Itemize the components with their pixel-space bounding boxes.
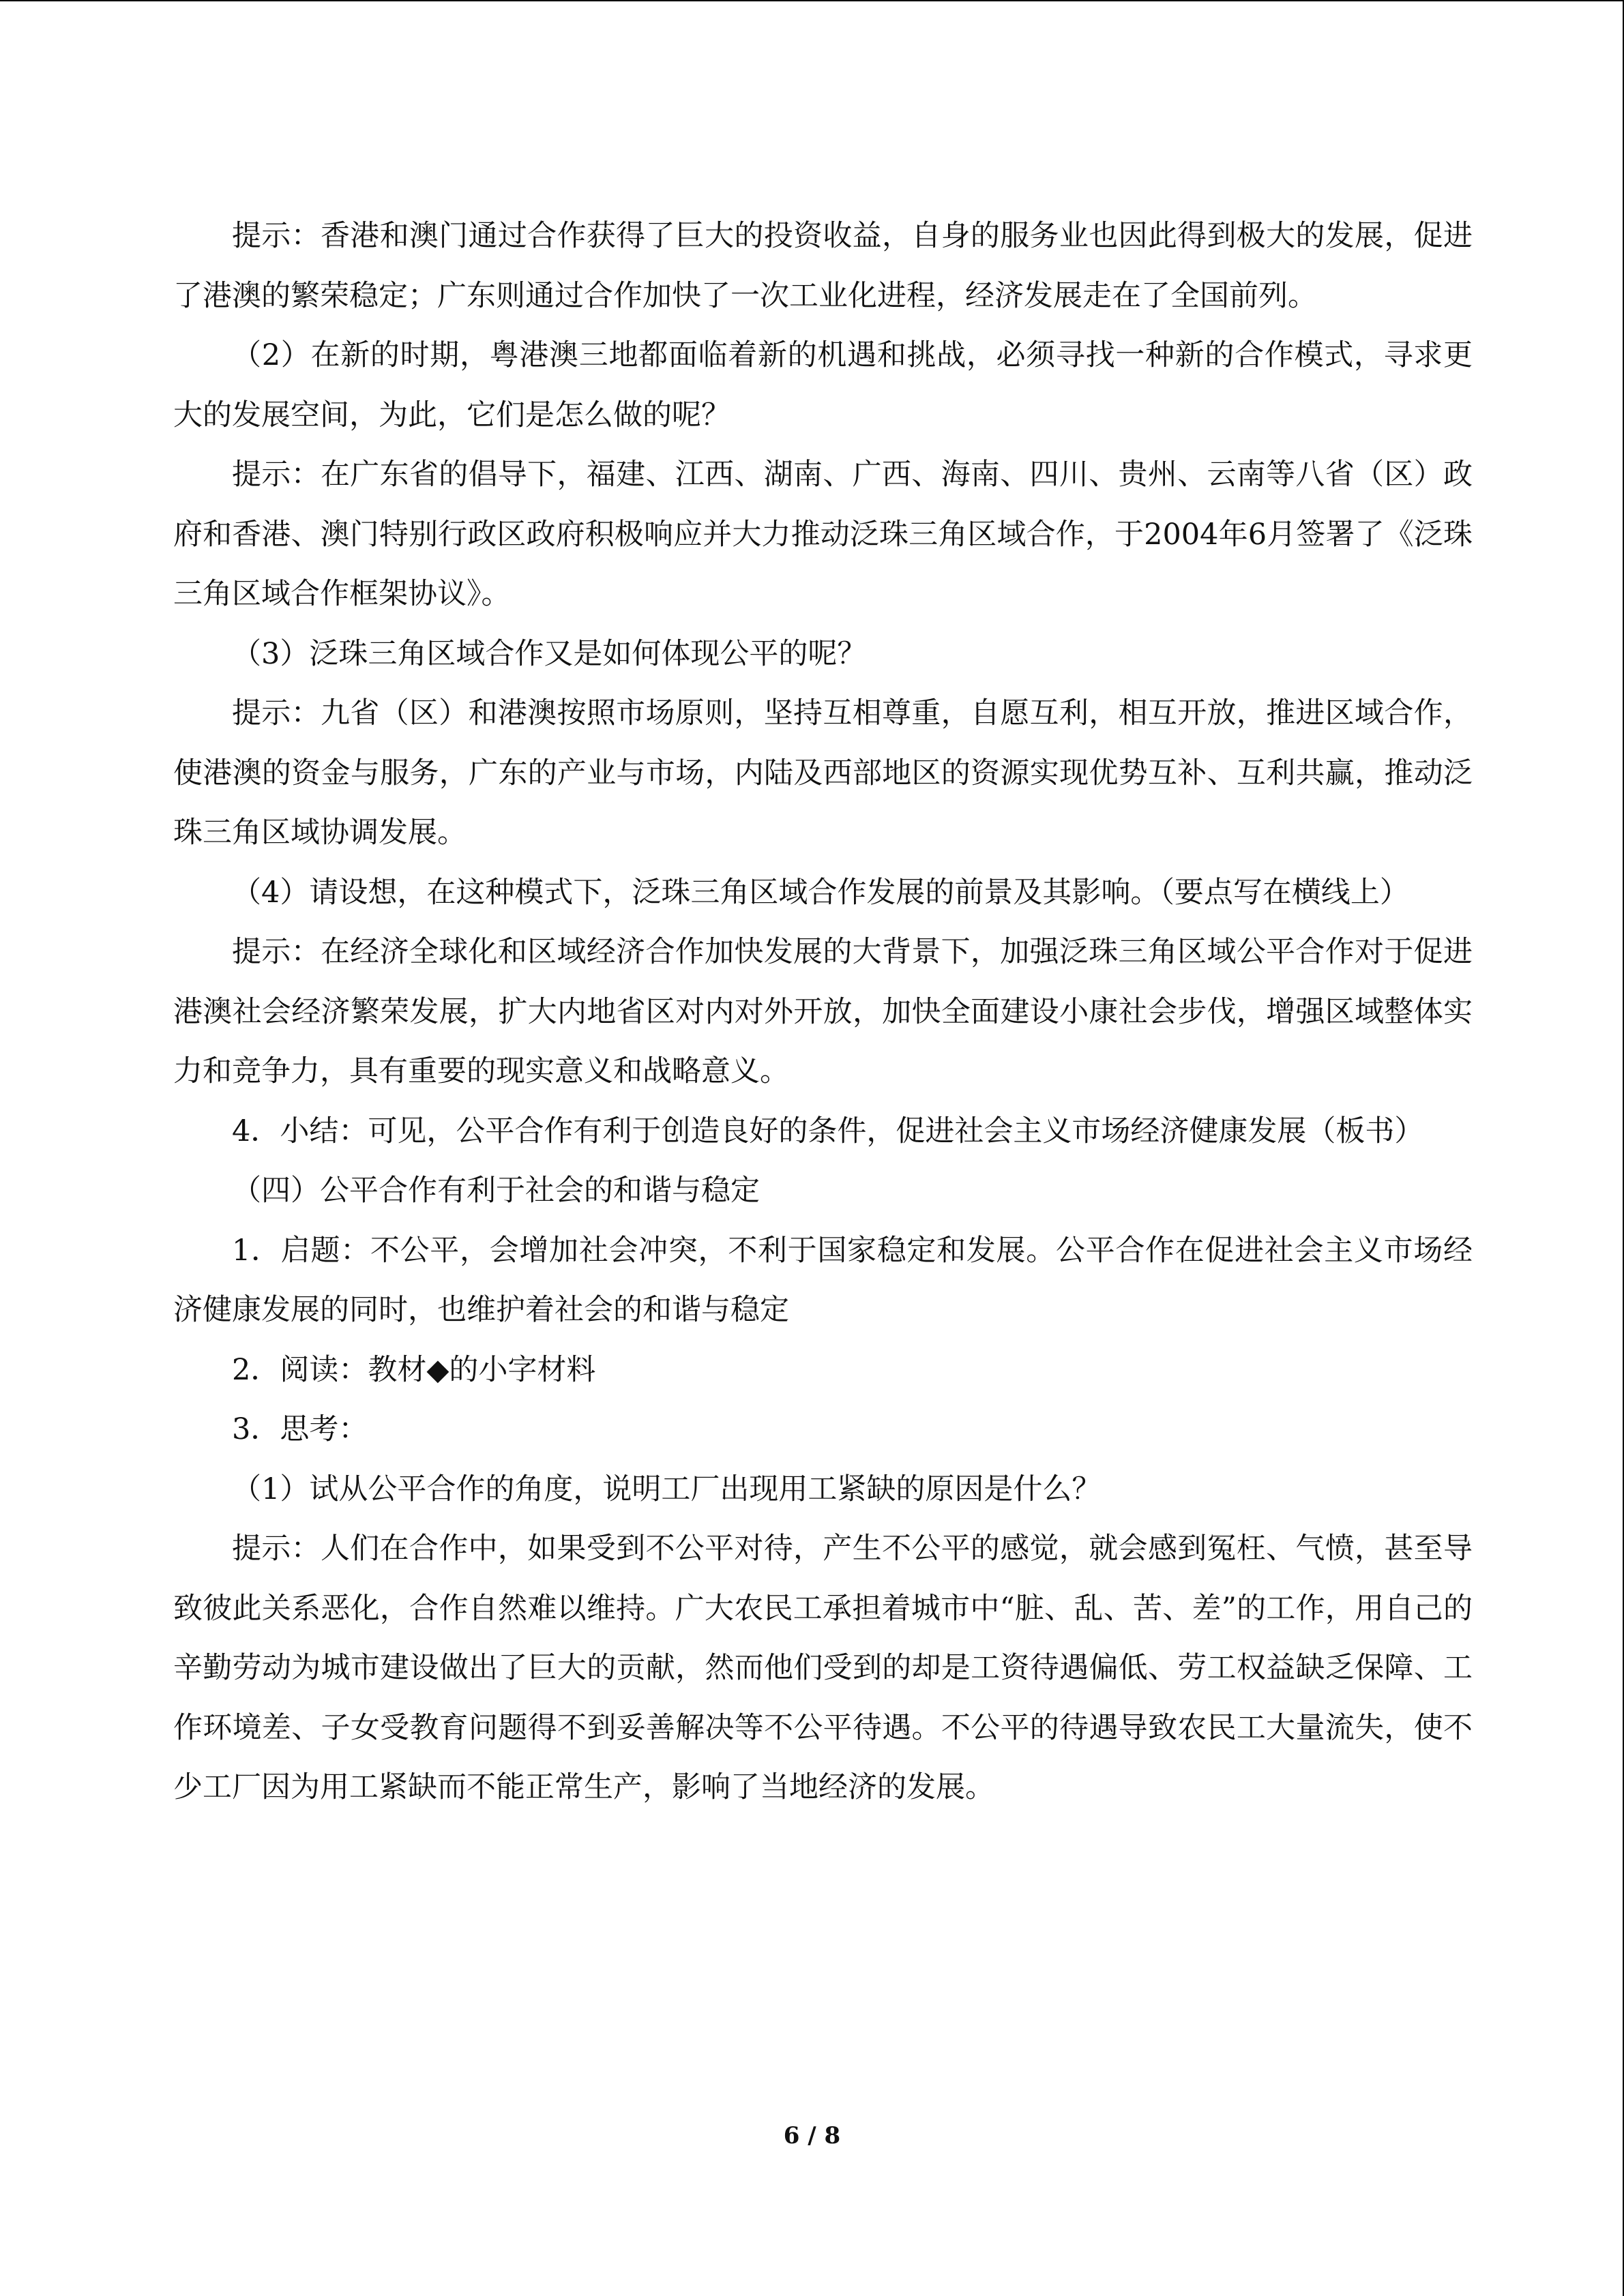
paragraph-question-labor-shortage: （1）试从公平合作的角度，说明工厂出现用工紧缺的原因是什么？: [232, 1472, 1102, 1506]
paragraph-intro-1: 1．启题：不公平，会增加社会冲突，不利于国家稳定和发展。公平合作在促进社会主义市场经济健康发展的同时，也维护着社会的和谐与稳定: [173, 1233, 1473, 1327]
paragraph-question-2: （2）在新的时期，粤港澳三地都面临着新的机遇和挑战，必须寻找一种新的合作模式，寻求更大的发展空间，为此，它们是怎么做的呢？: [173, 338, 1473, 432]
paragraph-hint-market-principle: 提示：九省（区）和港澳按照市场原则，坚持互相尊重，自愿互利，相互开放，推进区域合作，使港澳的资金与服务，广东的产业与市场，内陆及西部地区的资源实现优势互补、互利共赢，推动泛珠三角区域协调发展。: [173, 696, 1473, 850]
paragraph-thinking-3: 3．思考：: [232, 1412, 368, 1446]
paragraph-reading-2: 2．阅读：教材◆的小字材料: [232, 1352, 596, 1387]
paragraph-hint-migrant-workers: 提示：人们在合作中，如果受到不公平对待，产生不公平的感觉，就会感到冤枉、气愤，甚至导致彼此关系恶化，合作自然难以维持。广大农民工承担着城市中“脏、乱、苦、差”的工作，用自己的辛勤劳动为城市建设做出了巨大的贡献，然而他们受到的却是工资待遇偏低、劳工权益缺乏保障、工作环境差、子女受教育问题得不到妥善解决等不公平待遇。不公平的待遇导致农民工大量流失，使不少工厂因为用工紧缺而不能正常生产，影响了当地经济的发展。: [173, 1532, 1473, 1804]
section-heading-4: （四）公平合作有利于社会的和谐与稳定: [232, 1174, 760, 1208]
page-number: 6 / 8: [783, 2122, 841, 2149]
paragraph-hint-globalization: 提示：在经济全球化和区域经济合作加快发展的大背景下，加强泛珠三角区域公平合作对于促进港澳社会经济繁荣发展，扩大内地省区对内对外开放，加快全面建设小康社会步伐，增强区域整体实力和竞争力，具有重要的现实意义和战略意义。: [173, 935, 1473, 1088]
paragraph-question-3: （3）泛珠三角区域合作又是如何体现公平的呢？: [232, 636, 867, 671]
paragraph-hint-hk-macau-benefits: 提示：香港和澳门通过合作获得了巨大的投资收益，自身的服务业也因此得到极大的发展，促进了港澳的繁荣稳定；广东则通过合作加快了一次工业化进程，经济发展走在了全国前列。: [173, 219, 1473, 313]
page-border-top: [0, 0, 1624, 1]
paragraph-summary-4: 4．小结：可见，公平合作有利于创造良好的条件，促进社会主义市场经济健康发展（板书）: [232, 1114, 1424, 1148]
paragraph-question-4: （4）请设想，在这种模式下，泛珠三角区域合作发展的前景及其影响。（要点写在横线上）: [232, 875, 1409, 910]
paragraph-hint-pan-prd-agreement: 提示：在广东省的倡导下，福建、江西、湖南、广西、海南、四川、贵州、云南等八省（区）政府和香港、澳门特别行政区政府积极响应并大力推动泛珠三角区域合作，于2004年6月签署了《泛珠三角区域合作框架协议》。: [173, 458, 1473, 611]
document-body: [173, 207, 1473, 1818]
